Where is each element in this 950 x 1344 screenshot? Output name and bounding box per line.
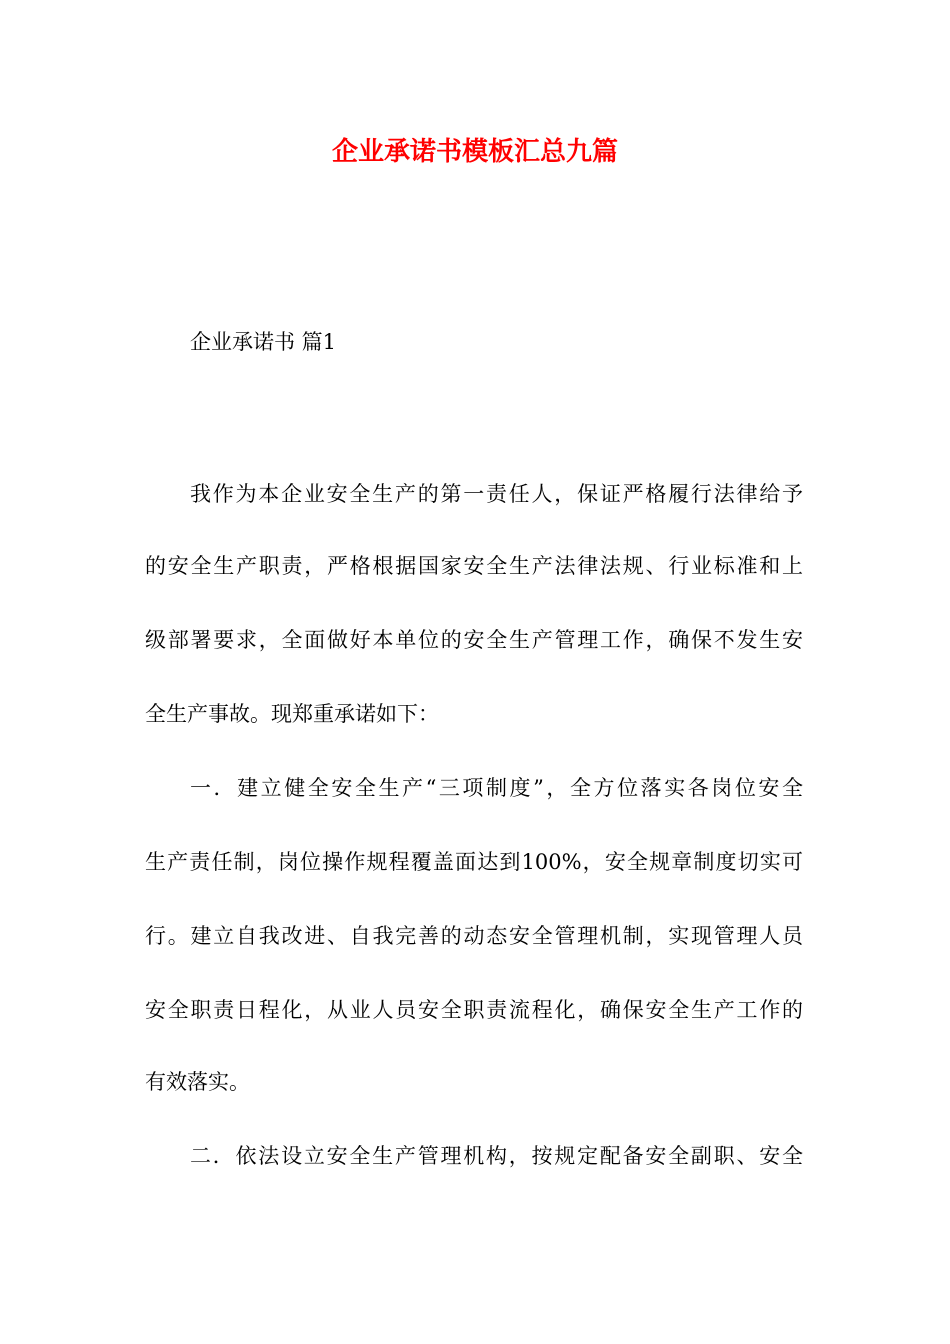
- paragraph-1-line-1: 我作为本企业安全生产的第一责任人，保证严格履行法律给予: [190, 482, 803, 506]
- paragraph-1-line-2: 的安全生产职责，严格根据国家安全生产法律法规、行业标准和上: [145, 554, 803, 578]
- document-title: 企业承诺书模板汇总九篇: [331, 137, 618, 167]
- paragraph-2-line-5: 有效落实。: [145, 1070, 250, 1094]
- section-heading: 企业承诺书 篇1: [190, 330, 337, 354]
- paragraph-1-line-4: 全生产事故。现郑重承诺如下：: [145, 702, 439, 726]
- paragraph-2-line-2: 生产责任制，岗位操作规程覆盖面达到100%，安全规章制度切实可: [145, 850, 803, 874]
- paragraph-2-line-1: 一．建立健全安全生产“三项制度”，全方位落实各岗位安全: [190, 776, 803, 800]
- paragraph-1-line-3: 级部署要求，全面做好本单位的安全生产管理工作，确保不发生安: [145, 628, 803, 652]
- paragraph-2-line-4: 安全职责日程化，从业人员安全职责流程化，确保安全生产工作的: [145, 998, 803, 1022]
- paragraph-2-line-3: 行。建立自我改进、自我完善的动态安全管理机制，实现管理人员: [145, 924, 803, 948]
- paragraph-3-line-1: 二．依法设立安全生产管理机构，按规定配备安全副职、安全: [190, 1144, 803, 1168]
